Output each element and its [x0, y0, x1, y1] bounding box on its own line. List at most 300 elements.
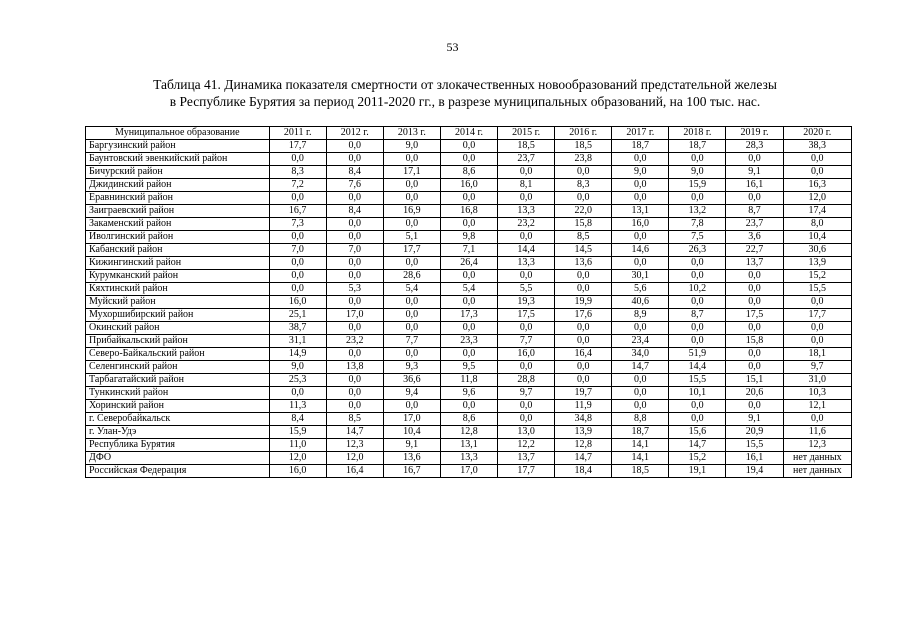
municipality-name-cell: ДФО [86, 452, 270, 465]
rate-value-cell: 38,7 [269, 322, 326, 335]
rate-value-cell: 0,0 [783, 296, 851, 309]
rate-value-cell: 0,0 [440, 348, 497, 361]
rate-value-cell: 17,5 [498, 309, 555, 322]
rate-value-cell: 0,0 [383, 257, 440, 270]
rate-value-cell: 17,7 [269, 140, 326, 153]
rate-value-cell: 14,1 [612, 452, 669, 465]
rate-value-cell: 25,3 [269, 374, 326, 387]
rate-value-cell: 0,0 [726, 192, 783, 205]
rate-value-cell: 8,6 [440, 166, 497, 179]
rate-value-cell: 17,6 [555, 309, 612, 322]
rate-value-cell: 13,1 [612, 205, 669, 218]
rate-value-cell: 26,3 [669, 244, 726, 257]
rate-value-cell: 7,1 [440, 244, 497, 257]
rate-value-cell: 31,1 [269, 335, 326, 348]
rate-value-cell: 0,0 [669, 322, 726, 335]
rate-value-cell: 14,4 [498, 244, 555, 257]
rate-value-cell: 0,0 [783, 413, 851, 426]
table-row [86, 413, 852, 426]
mortality-table [85, 126, 852, 478]
rate-value-cell: 0,0 [326, 218, 383, 231]
rate-value-cell: 22,0 [555, 205, 612, 218]
rate-value-cell: 13,0 [498, 426, 555, 439]
rate-value-cell: 8,3 [269, 166, 326, 179]
rate-value-cell: 0,0 [726, 348, 783, 361]
rate-value-cell: 0,0 [269, 387, 326, 400]
rate-value-cell: 18,4 [555, 465, 612, 478]
rate-value-cell: 0,0 [612, 231, 669, 244]
rate-value-cell: 0,0 [669, 270, 726, 283]
municipality-name-cell: Закаменский район [86, 218, 270, 231]
rate-value-cell: 15,5 [726, 439, 783, 452]
rate-value-cell: 9,3 [383, 361, 440, 374]
rate-value-cell: 9,5 [440, 361, 497, 374]
table-row [86, 192, 852, 205]
rate-value-cell: 8,3 [555, 179, 612, 192]
table-row [86, 465, 852, 478]
rate-value-cell: 0,0 [498, 400, 555, 413]
rate-value-cell: 16,8 [440, 205, 497, 218]
rate-value-cell: 15,8 [726, 335, 783, 348]
rate-value-cell: 0,0 [669, 296, 726, 309]
column-header-year: 2012 г. [326, 127, 383, 140]
column-header-year: 2020 г. [783, 127, 851, 140]
rate-value-cell: 16,4 [326, 465, 383, 478]
rate-value-cell: 0,0 [326, 270, 383, 283]
rate-value-cell: 38,3 [783, 140, 851, 153]
rate-value-cell: 14,5 [555, 244, 612, 257]
page-number: 53 [446, 40, 459, 54]
rate-value-cell: 0,0 [726, 153, 783, 166]
rate-value-cell: 15,2 [783, 270, 851, 283]
rate-value-cell: 12,3 [326, 439, 383, 452]
rate-value-cell: 51,9 [669, 348, 726, 361]
rate-value-cell: 13,3 [440, 452, 497, 465]
rate-value-cell: 8,4 [326, 166, 383, 179]
column-header-year: 2018 г. [669, 127, 726, 140]
rate-value-cell: 13,7 [498, 452, 555, 465]
rate-value-cell: 0,0 [440, 153, 497, 166]
column-header-year: 2011 г. [269, 127, 326, 140]
column-header-year: 2016 г. [555, 127, 612, 140]
rate-value-cell: 0,0 [269, 270, 326, 283]
rate-value-cell: 0,0 [326, 322, 383, 335]
rate-value-cell: 0,0 [269, 257, 326, 270]
rate-value-cell: 17,7 [498, 465, 555, 478]
rate-value-cell: 0,0 [383, 309, 440, 322]
table-row [86, 153, 852, 166]
rate-value-cell: 26,4 [440, 257, 497, 270]
rate-value-cell: 5,3 [326, 283, 383, 296]
rate-value-cell: 16,9 [383, 205, 440, 218]
rate-value-cell: 0,0 [440, 192, 497, 205]
municipality-name-cell: Северо-Байкальский район [86, 348, 270, 361]
rate-value-cell: 0,0 [669, 335, 726, 348]
municipality-name-cell: Джидинский район [86, 179, 270, 192]
rate-value-cell: 0,0 [555, 335, 612, 348]
rate-value-cell: 17,1 [383, 166, 440, 179]
rate-value-cell: 9,1 [726, 166, 783, 179]
rate-value-cell: 7,0 [326, 244, 383, 257]
rate-value-cell: 36,6 [383, 374, 440, 387]
rate-value-cell: 17,0 [383, 413, 440, 426]
rate-value-cell: 7,5 [669, 231, 726, 244]
column-header-year: 2013 г. [383, 127, 440, 140]
rate-value-cell: 0,0 [440, 400, 497, 413]
rate-value-cell: 30,6 [783, 244, 851, 257]
rate-value-cell: 17,0 [440, 465, 497, 478]
rate-value-cell: 20,9 [726, 426, 783, 439]
table-row [86, 283, 852, 296]
rate-value-cell: 15,9 [669, 179, 726, 192]
rate-value-cell: 23,8 [555, 153, 612, 166]
rate-value-cell: 14,4 [669, 361, 726, 374]
rate-value-cell: 8,0 [783, 218, 851, 231]
table-row [86, 400, 852, 413]
rate-value-cell: 18,7 [612, 140, 669, 153]
table-header-row [86, 127, 852, 140]
rate-value-cell: 0,0 [440, 270, 497, 283]
table-row [86, 166, 852, 179]
municipality-name-cell: Республика Бурятия [86, 439, 270, 452]
rate-value-cell: 9,0 [383, 140, 440, 153]
rate-value-cell: 12,0 [783, 192, 851, 205]
rate-value-cell: 0,0 [612, 192, 669, 205]
rate-value-cell: 28,3 [726, 140, 783, 153]
rate-value-cell: 20,6 [726, 387, 783, 400]
rate-value-cell: 0,0 [612, 257, 669, 270]
rate-value-cell: 13,9 [555, 426, 612, 439]
rate-value-cell: 14,1 [612, 439, 669, 452]
rate-value-cell: 8,9 [612, 309, 669, 322]
rate-value-cell: 28,6 [383, 270, 440, 283]
rate-value-cell: 8,5 [326, 413, 383, 426]
rate-value-cell: 0,0 [269, 192, 326, 205]
rate-value-cell: 0,0 [440, 322, 497, 335]
table-row [86, 387, 852, 400]
municipality-name-cell: Баргузинский район [86, 140, 270, 153]
rate-value-cell: 5,6 [612, 283, 669, 296]
rate-value-cell: 13,7 [726, 257, 783, 270]
rate-value-cell: 0,0 [383, 179, 440, 192]
rate-value-cell: 0,0 [612, 179, 669, 192]
rate-value-cell: 0,0 [326, 231, 383, 244]
rate-value-cell: 8,6 [440, 413, 497, 426]
rate-value-cell: 19,7 [555, 387, 612, 400]
column-header-municipality: Муниципальное образование [86, 127, 270, 140]
table-row [86, 244, 852, 257]
rate-value-cell: 0,0 [726, 400, 783, 413]
rate-value-cell: 14,6 [612, 244, 669, 257]
rate-value-cell: 0,0 [326, 400, 383, 413]
rate-value-cell: 15,5 [669, 374, 726, 387]
rate-value-cell: 0,0 [498, 361, 555, 374]
rate-value-cell: 16,0 [440, 179, 497, 192]
table-row [86, 296, 852, 309]
rate-value-cell: 10,4 [783, 231, 851, 244]
rate-value-cell: 10,2 [669, 283, 726, 296]
rate-value-cell: 5,5 [498, 283, 555, 296]
rate-value-cell: 14,7 [555, 452, 612, 465]
rate-value-cell: 12,0 [269, 452, 326, 465]
rate-value-cell: 0,0 [612, 400, 669, 413]
municipality-name-cell: Курумканский район [86, 270, 270, 283]
rate-value-cell: 9,8 [440, 231, 497, 244]
rate-value-cell: 16,1 [726, 452, 783, 465]
rate-value-cell: 9,1 [726, 413, 783, 426]
rate-value-cell: 8,1 [498, 179, 555, 192]
rate-value-cell: 18,1 [783, 348, 851, 361]
rate-value-cell: 34,0 [612, 348, 669, 361]
rate-value-cell: 0,0 [669, 153, 726, 166]
rate-value-cell: 16,4 [555, 348, 612, 361]
table-caption [80, 76, 850, 110]
table-row [86, 335, 852, 348]
rate-value-cell: 9,0 [669, 166, 726, 179]
rate-value-cell: 5,4 [383, 283, 440, 296]
rate-value-cell: 8,4 [269, 413, 326, 426]
rate-value-cell: 0,0 [326, 140, 383, 153]
rate-value-cell: 16,3 [783, 179, 851, 192]
rate-value-cell: 8,8 [612, 413, 669, 426]
rate-value-cell: 0,0 [612, 322, 669, 335]
rate-value-cell: 10,1 [669, 387, 726, 400]
rate-value-cell: 0,0 [326, 153, 383, 166]
municipality-name-cell: Кабанский район [86, 244, 270, 257]
rate-value-cell: 15,6 [669, 426, 726, 439]
rate-value-cell: 9,7 [498, 387, 555, 400]
rate-value-cell: 18,5 [612, 465, 669, 478]
rate-value-cell: 11,0 [269, 439, 326, 452]
rate-value-cell: 0,0 [383, 153, 440, 166]
rate-value-cell: 0,0 [612, 387, 669, 400]
rate-value-cell: 0,0 [726, 296, 783, 309]
rate-value-cell: 19,9 [555, 296, 612, 309]
rate-value-cell: 0,0 [269, 231, 326, 244]
municipality-name-cell: Бичурский район [86, 166, 270, 179]
municipality-name-cell: Кижингинский район [86, 257, 270, 270]
rate-value-cell: 16,0 [269, 465, 326, 478]
table-row [86, 439, 852, 452]
rate-value-cell: 10,3 [783, 387, 851, 400]
rate-value-cell: 0,0 [783, 166, 851, 179]
municipality-name-cell: Прибайкальский район [86, 335, 270, 348]
rate-value-cell: 0,0 [669, 413, 726, 426]
rate-value-cell: 13,3 [498, 205, 555, 218]
rate-value-cell: 0,0 [269, 153, 326, 166]
rate-value-cell: 11,6 [783, 426, 851, 439]
rate-value-cell: 23,7 [498, 153, 555, 166]
rate-value-cell: 8,5 [555, 231, 612, 244]
rate-value-cell: 0,0 [440, 218, 497, 231]
rate-value-cell: 13,1 [440, 439, 497, 452]
rate-value-cell: 23,7 [726, 218, 783, 231]
rate-value-cell: 8,4 [326, 205, 383, 218]
rate-value-cell: 0,0 [555, 283, 612, 296]
table-row [86, 218, 852, 231]
rate-value-cell: 0,0 [326, 257, 383, 270]
rate-value-cell: 30,1 [612, 270, 669, 283]
municipality-name-cell: Еравнинский район [86, 192, 270, 205]
caption-line-2: в Республике Бурятия за период 2011-2020 гг., в разрезе муниципальных образований, на 100 тыс. нас. [169, 94, 761, 109]
municipality-name-cell: Тункинский район [86, 387, 270, 400]
rate-value-cell: нет данных [783, 452, 851, 465]
rate-value-cell: 0,0 [440, 140, 497, 153]
rate-value-cell: 0,0 [326, 374, 383, 387]
rate-value-cell: 13,2 [669, 205, 726, 218]
rate-value-cell: 0,0 [498, 270, 555, 283]
rate-value-cell: 14,7 [326, 426, 383, 439]
rate-value-cell: 31,0 [783, 374, 851, 387]
table-row [86, 140, 852, 153]
rate-value-cell: 0,0 [383, 400, 440, 413]
rate-value-cell: 13,6 [555, 257, 612, 270]
rate-value-cell: 0,0 [498, 231, 555, 244]
rate-value-cell: 16,0 [612, 218, 669, 231]
table-row [86, 452, 852, 465]
rate-value-cell: 40,6 [612, 296, 669, 309]
rate-value-cell: 12,2 [498, 439, 555, 452]
table-row [86, 179, 852, 192]
rate-value-cell: 17,3 [440, 309, 497, 322]
rate-value-cell: 0,0 [555, 374, 612, 387]
rate-value-cell: 17,7 [383, 244, 440, 257]
rate-value-cell: 18,7 [612, 426, 669, 439]
rate-value-cell: 0,0 [440, 296, 497, 309]
rate-value-cell: 0,0 [555, 361, 612, 374]
table-row [86, 426, 852, 439]
rate-value-cell: 11,3 [269, 400, 326, 413]
table-row [86, 348, 852, 361]
rate-value-cell: 15,1 [726, 374, 783, 387]
table-row [86, 257, 852, 270]
rate-value-cell: 13,9 [783, 257, 851, 270]
rate-value-cell: 9,6 [440, 387, 497, 400]
rate-value-cell: 0,0 [612, 374, 669, 387]
rate-value-cell: 0,0 [726, 270, 783, 283]
rate-value-cell: 0,0 [326, 387, 383, 400]
rate-value-cell: 9,0 [269, 361, 326, 374]
rate-value-cell: 7,8 [669, 218, 726, 231]
municipality-name-cell: Тарбагатайский район [86, 374, 270, 387]
rate-value-cell: 7,0 [269, 244, 326, 257]
rate-value-cell: 25,1 [269, 309, 326, 322]
rate-value-cell: 5,4 [440, 283, 497, 296]
rate-value-cell: 17,7 [783, 309, 851, 322]
rate-value-cell: 0,0 [555, 192, 612, 205]
rate-value-cell: 0,0 [555, 322, 612, 335]
rate-value-cell: 0,0 [326, 348, 383, 361]
rate-value-cell: 0,0 [498, 413, 555, 426]
rate-value-cell: 18,5 [498, 140, 555, 153]
rate-value-cell: 7,2 [269, 179, 326, 192]
municipality-name-cell: г. Улан-Удэ [86, 426, 270, 439]
municipality-name-cell: Иволгинский район [86, 231, 270, 244]
rate-value-cell: 0,0 [383, 192, 440, 205]
rate-value-cell: 11,9 [555, 400, 612, 413]
municipality-name-cell: Мухоршибирский район [86, 309, 270, 322]
column-header-year: 2019 г. [726, 127, 783, 140]
rate-value-cell: 7,3 [269, 218, 326, 231]
rate-value-cell: 15,5 [783, 283, 851, 296]
rate-value-cell: 23,3 [440, 335, 497, 348]
rate-value-cell: 16,0 [269, 296, 326, 309]
rate-value-cell: 19,3 [498, 296, 555, 309]
rate-value-cell: нет данных [783, 465, 851, 478]
rate-value-cell: 19,1 [669, 465, 726, 478]
rate-value-cell: 0,0 [326, 296, 383, 309]
column-header-year: 2014 г. [440, 127, 497, 140]
rate-value-cell: 0,0 [612, 153, 669, 166]
rate-value-cell: 0,0 [726, 283, 783, 296]
caption-line-1: Таблица 41. Динамика показателя смертности от злокачественных новообразований предстательной железы [153, 77, 777, 92]
rate-value-cell: 34,8 [555, 413, 612, 426]
rate-value-cell: 18,7 [669, 140, 726, 153]
table-row [86, 231, 852, 244]
rate-value-cell: 16,7 [383, 465, 440, 478]
rate-value-cell: 5,1 [383, 231, 440, 244]
rate-value-cell: 17,0 [326, 309, 383, 322]
rate-value-cell: 22,7 [726, 244, 783, 257]
municipality-name-cell: Муйский район [86, 296, 270, 309]
rate-value-cell: 0,0 [498, 322, 555, 335]
municipality-name-cell: Кяхтинский район [86, 283, 270, 296]
rate-value-cell: 0,0 [669, 400, 726, 413]
rate-value-cell: 7,7 [383, 335, 440, 348]
rate-value-cell: 0,0 [726, 361, 783, 374]
municipality-name-cell: Хоринский район [86, 400, 270, 413]
table-body [86, 140, 852, 478]
rate-value-cell: 18,5 [555, 140, 612, 153]
municipality-name-cell: Заиграевский район [86, 205, 270, 218]
table-row [86, 361, 852, 374]
rate-value-cell: 0,0 [498, 166, 555, 179]
municipality-name-cell: Селенгинский район [86, 361, 270, 374]
rate-value-cell: 9,1 [383, 439, 440, 452]
rate-value-cell: 0,0 [555, 270, 612, 283]
rate-value-cell: 23,4 [612, 335, 669, 348]
rate-value-cell: 9,4 [383, 387, 440, 400]
rate-value-cell: 7,6 [326, 179, 383, 192]
municipality-name-cell: Российская Федерация [86, 465, 270, 478]
rate-value-cell: 15,2 [669, 452, 726, 465]
table-row [86, 322, 852, 335]
rate-value-cell: 9,7 [783, 361, 851, 374]
rate-value-cell: 0,0 [498, 192, 555, 205]
rate-value-cell: 0,0 [783, 335, 851, 348]
rate-value-cell: 14,9 [269, 348, 326, 361]
rate-value-cell: 13,3 [498, 257, 555, 270]
rate-value-cell: 9,0 [612, 166, 669, 179]
rate-value-cell: 16,1 [726, 179, 783, 192]
column-header-year: 2015 г. [498, 127, 555, 140]
table-row [86, 270, 852, 283]
rate-value-cell: 8,7 [669, 309, 726, 322]
rate-value-cell: 0,0 [383, 218, 440, 231]
rate-value-cell: 0,0 [783, 153, 851, 166]
table-row [86, 374, 852, 387]
municipality-name-cell: Баунтовский эвенкийский район [86, 153, 270, 166]
rate-value-cell: 10,4 [383, 426, 440, 439]
rate-value-cell: 0,0 [383, 296, 440, 309]
table-row [86, 309, 852, 322]
municipality-name-cell: Окинский район [86, 322, 270, 335]
rate-value-cell: 0,0 [669, 192, 726, 205]
rate-value-cell: 16,7 [269, 205, 326, 218]
rate-value-cell: 14,7 [612, 361, 669, 374]
rate-value-cell: 0,0 [555, 166, 612, 179]
column-header-year: 2017 г. [612, 127, 669, 140]
